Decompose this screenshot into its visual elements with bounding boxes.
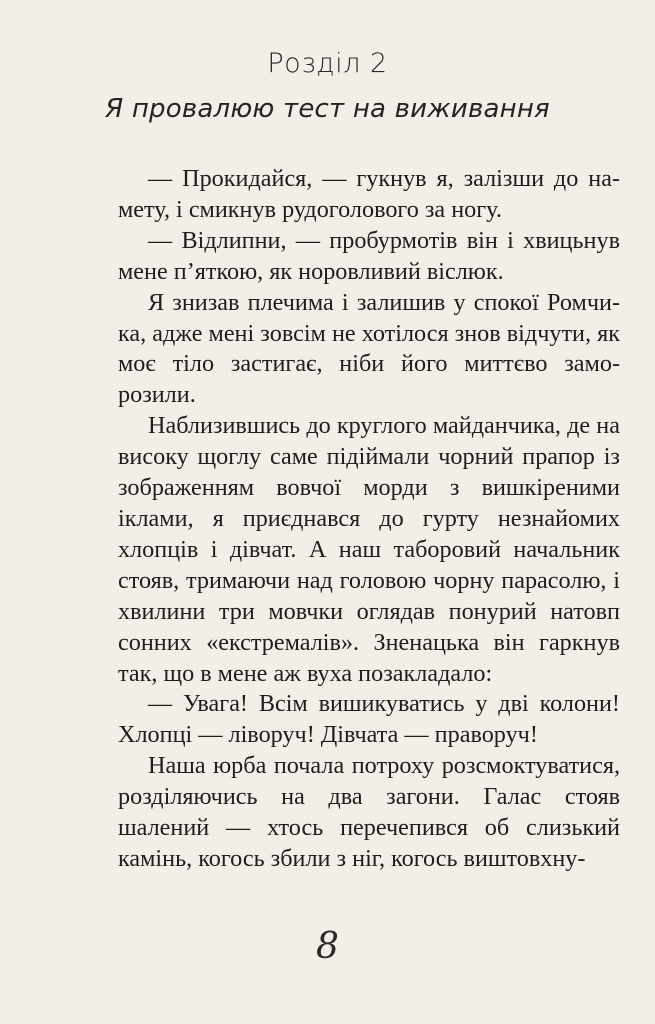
paragraph: — Увага! Всім вишикуватись у дві колони! Хлопці — ліворуч! Дівчата — праворуч!	[118, 690, 620, 749]
chapter-title: Я провалюю тест на виживання	[105, 94, 550, 124]
body-text	[118, 164, 620, 875]
chapter-number: Розділ 2	[267, 48, 388, 79]
paragraph: Я знизав плечима і залишив у спокої Ромчика, адже мені зовсім не хотілося знов відчути, як моє тіло застигає, ніби його миттєво заморозили.	[118, 288, 620, 409]
paragraph: Наша юрба почала потроху розсмоктуватися, розділяючись на два загони. Галас стояв шалений — хтось перечепився об слизький камінь, когось збили з ніг, когось виштовхну-	[118, 752, 620, 872]
paragraph: Наблизившись до круглого майданчика, де на високу щоглу саме підіймали чорний прапор із зображенням вовчої морди з вишкіреними іклами, я приєднався до гурту незнайомих хлопців і дівчат. А наш таборовий начальник стояв, тримаючи над головою чорну парасолю, і хвилини три мовчки оглядав понурий натовп сонних «екстремалів». Зненацька він гаркнув так, що в мене аж вуха позакладало:	[118, 412, 620, 687]
page-number: 8	[316, 926, 339, 967]
paragraph: — Прокидайся, — гукнув я, залізши до намету, і смикнув рудоголового за ногу.	[118, 165, 620, 223]
paragraph: — Відлипни, — пробурмотів він і хвицьнув мене п’яткою, як норовливий віслюк.	[118, 226, 620, 285]
